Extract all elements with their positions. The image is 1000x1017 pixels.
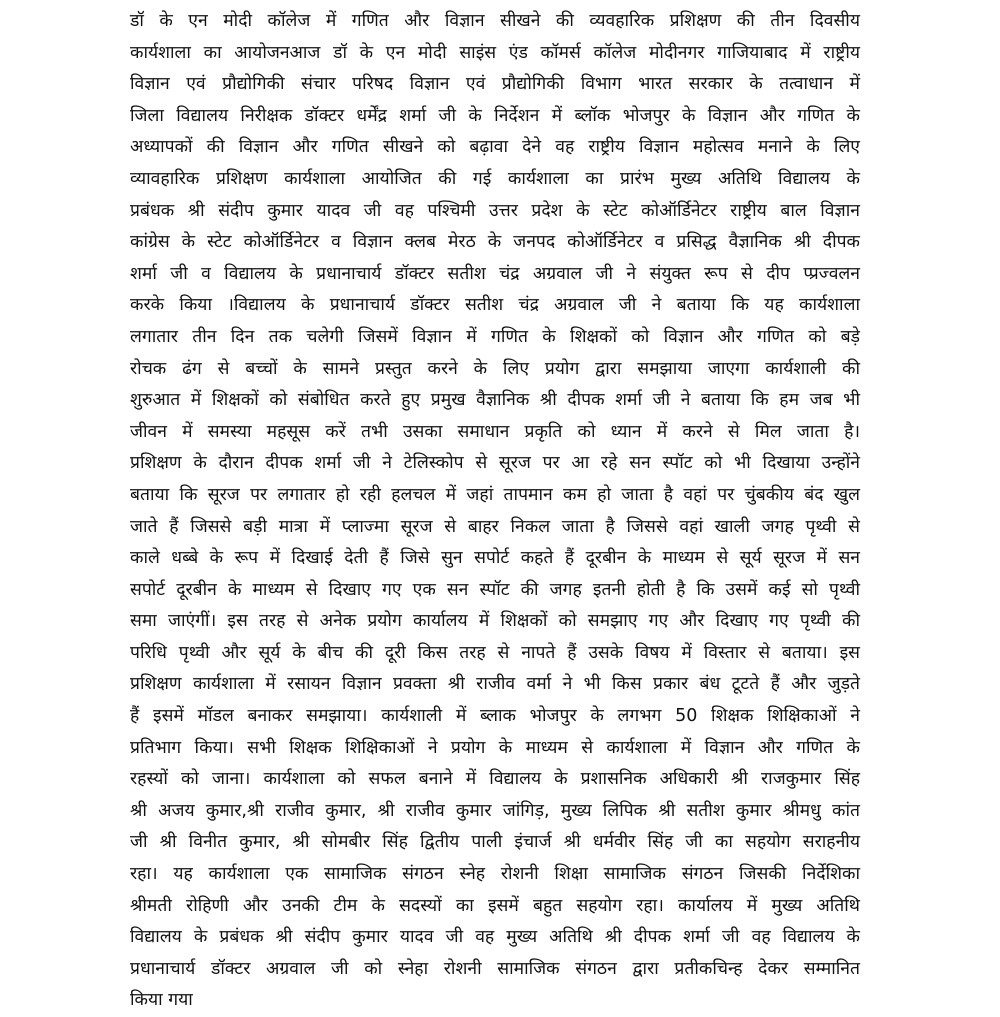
text-line: अध्यापकों की विज्ञान और गणित सीखने को बढ़ावा देने वह राष्ट्रीय विज्ञान महोत्सव मनाने के लिए (130, 137, 860, 158)
text-line: सपोर्ट दूरबीन के माध्यम से दिखाए गए एक सन स्पॉट की जगह इतनी होती है कि उसमें कई सो पृथ्वी (130, 579, 860, 600)
text-line: प्रबंधक श्री संदीप कुमार यादव जी वह पश्चिमी उत्तर प्रदेश के स्टेट कोऑर्डिनेटर राष्ट्रीय बाल विज्ञान (130, 200, 860, 221)
text-line: हैं इसमें मॉडल बनाकर समझाया। कार्यशाली में ब्लाक भोजपुर के लगभग 50 शिक्षक शिक्षिकाओं ने (130, 706, 860, 727)
article-body (130, 6, 860, 1017)
text-line: बताया कि सूरज पर लगातार हो रही हलचल में जहां तापमान कम हो जाता है वहां पर चुंबकीय बंद खुल (130, 484, 860, 505)
text-line: काले धब्बे के रूप में दिखाई देती हैं जिसे सुन सपोर्ट कहते हैं दूरबीन के माध्यम से सूर्य सूरज में सन (130, 548, 860, 569)
text-line: जीवन में समस्या महसूस करें तभी उसका समाधान प्रकृति को ध्यान में करने से मिल जाता है। (130, 421, 860, 442)
text-line: डॉ के एन मोदी कॉलेज में गणित और विज्ञान सीखने की व्यवहारिक प्रशिक्षण की तीन दिवसीय (130, 11, 860, 31)
text-line: व्यावहारिक प्रशिक्षण कार्यशाला आयोजित की गई कार्यशाला का प्रारंभ मुख्य अतिथि विद्यालय के (130, 168, 860, 189)
text-line: जिला विद्यालय निरीक्षक डॉक्टर धर्मेंद्र शर्मा जी के निर्देशन में ब्लॉक भोजपुर के विज्ञान और गणित के (130, 105, 860, 126)
text-line: विद्यालय के प्रबंधक श्री संदीप कुमार यादव जी वह मुख्य अतिथि श्री दीपक शर्मा जी वह विद्यालय के (130, 927, 860, 948)
text-line: समा जाएंगीं। इस तरह से अनेक प्रयोग कार्यालय में शिक्षकों को समझाए गए और दिखाए गए पृथ्वी की (130, 611, 860, 632)
text-line: रोचक ढंग से बच्चों के सामने प्रस्तुत करने के लिए प्रयोग द्वारा समझाया जाएगा कार्यशाली की (130, 358, 860, 379)
text-line: किया गया (130, 990, 193, 1011)
text-line: शर्मा जी व विद्यालय के प्रधानाचार्य डॉक्टर सतीश चंद्र अग्रवाल जी ने संयुक्त रूप से दीप प्प्रज्वलन (130, 263, 860, 284)
text-line: श्री अजय कुमार,श्री राजीव कुमार, श्री राजीव कुमार जांगिड़, मुख्य लिपिक श्री सतीश कुमार श्रीमधु कांत (130, 800, 860, 821)
text-line: प्रशिक्षण के दौरान दीपक शर्मा जी ने टेलिस्कोप से सूरज पर आ रहे सन स्पॉट को भी दिखाया उन्होंने (130, 453, 860, 474)
text-line: जी श्री विनीत कुमार, श्री सोमबीर सिंह द्वितीय पाली इंचार्ज श्री धर्मवीर सिंह जी का सहयोग सराहनीय (130, 832, 860, 853)
text-line: रहस्यों को जाना। कार्यशाला को सफल बनाने में विद्यालय के प्रशासनिक अधिकारी श्री राजकुमार सिंह (130, 769, 860, 790)
text-line: प्रतिभाग किया। सभी शिक्षक शिक्षिकाओं ने प्रयोग के माध्यम से कार्यशाला में विज्ञान और गणित के (130, 737, 860, 758)
text-line: रहा। यह कार्यशाला एक सामाजिक संगठन स्नेह रोशनी शिक्षा सामाजिक संगठन जिसकी निर्देशिका (130, 864, 860, 885)
text-line: विज्ञान एवं प्रौद्योगिकी संचार परिषद विज्ञान एवं प्रौद्योगिकी विभाग भारत सरकार के तत्वाधान में (130, 74, 860, 95)
text-line: जाते हैं जिससे बड़ी मात्रा में प्लाज्मा सूरज से बाहर निकल जाता है जिससे वहां खाली जगह पृथ्वी से (130, 516, 860, 537)
text-line: लगातार तीन दिन तक चलेगी जिसमें विज्ञान में गणित के शिक्षकों को विज्ञान और गणित को बड़े (130, 326, 860, 347)
text-line: शुरुआत में शिक्षकों को संबोधित करते हुए प्रमुख वैज्ञानिक श्री दीपक शर्मा जी ने बताया कि हम जब भी (130, 390, 860, 411)
text-line: कांग्रेस के स्टेट कोऑर्डिनेटर व विज्ञान क्लब मेरठ के जनपद कोऑर्डिनेटर व प्रसिद्ध वैज्ञानिक श्री दीपक (130, 232, 860, 253)
text-line: श्रीमती रोहिणी और उनकी टीम के सदस्यों का इसमें बहुत सहयोग रहा। कार्यालय में मुख्य अतिथि (130, 895, 860, 916)
text-line: परिधि पृथ्वी और सूर्य के बीच की दूरी किस तरह से नापते हैं उसके विषय में विस्तार से बताया। इस (130, 642, 860, 663)
text-line: कार्यशाला का आयोजनआज डॉ के एन मोदी साइंस एंड कॉमर्स कॉलेज मोदीनगर गाजियाबाद में राष्ट्रीय (130, 42, 860, 63)
text-line: प्रशिक्षण कार्यशाला में रसायन विज्ञान प्रवक्ता श्री राजीव वर्मा ने भी किस प्रकार बंध टूटते हैं और जुड़ते (130, 674, 860, 695)
text-line: प्रधानाचार्य डॉक्टर अग्रवाल जी को स्नेहा रोशनी सामाजिक संगठन द्वारा प्रतीकचिन्ह देकर सम्मानित (130, 958, 860, 979)
text-line: करके किया ।विद्यालय के प्रधानाचार्य डॉक्टर सतीश चंद्र अग्रवाल जी ने बताया कि यह कार्यशाला (130, 295, 860, 316)
